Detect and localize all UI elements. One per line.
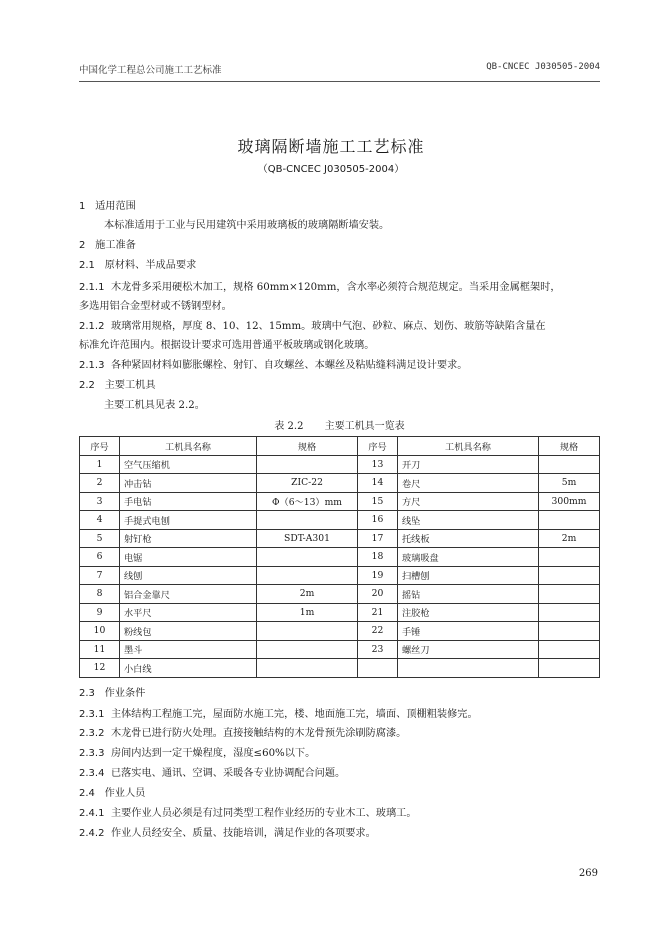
table-cell: 14 — [358, 474, 398, 493]
list-item — [79, 356, 600, 375]
table-cell: 12 — [80, 659, 120, 678]
table-cell: 15 — [358, 492, 398, 511]
item-continuation: 标准允许范围内。根据设计要求可选用普通平板玻璃或钢化玻璃。 — [79, 340, 375, 351]
section-label: 原材料、半成品要求 — [104, 260, 197, 271]
table-cell: ZIC-22 — [257, 474, 358, 493]
table-row — [80, 640, 600, 659]
table-row — [80, 455, 600, 474]
table-caption-number: 表 2.2 — [274, 421, 304, 432]
table-cell — [257, 640, 358, 659]
section-number: 2.3 — [79, 688, 95, 699]
table-cell: 手锤 — [398, 622, 539, 641]
table-cell: 20 — [358, 585, 398, 604]
table-row — [80, 659, 600, 678]
table-cell: 手电钻 — [120, 492, 257, 511]
table-cell: 1m — [257, 603, 358, 622]
item-number: 2.4.2 — [79, 828, 105, 839]
table-cell: SDT-A301 — [257, 529, 358, 548]
table-cell: 5 — [80, 529, 120, 548]
table-row — [80, 585, 600, 604]
page-number: 269 — [578, 868, 598, 879]
item-number: 2.1.3 — [79, 360, 105, 371]
table-row — [80, 474, 600, 493]
item-continuation: 多选用铝合金型材或不锈钢型材。 — [79, 301, 232, 312]
header-standard-code: QB-CNCEC J030505-2004 — [486, 62, 600, 72]
item-text: 木龙骨多采用硬松木加工，规格 60mm×120mm，含水率必须符合规范规定。当采用金属框架时， — [110, 282, 561, 293]
table-cell: 扫槽刨 — [398, 566, 539, 585]
list-item — [79, 764, 600, 783]
section-heading — [79, 197, 600, 216]
header-cell: 工机具名称 — [398, 437, 539, 456]
header-cell: 序号 — [358, 437, 398, 456]
section-number: 2.2 — [79, 380, 95, 391]
header-cell: 规格 — [257, 437, 358, 456]
table-cell: 墨斗 — [120, 640, 257, 659]
item-number: 2.1.2 — [79, 321, 105, 332]
item-text: 已落实电、通讯、空调、采暖各专业协调配合问题。 — [110, 768, 346, 779]
table-cell — [539, 455, 600, 474]
table-cell: 9 — [80, 603, 120, 622]
table-header-row — [80, 437, 600, 456]
table-cell: 1 — [80, 455, 120, 474]
table-cell: 粉线包 — [120, 622, 257, 641]
table-cell: 2m — [257, 585, 358, 604]
table-cell: 18 — [358, 548, 398, 567]
table-cell: 300mm — [539, 492, 600, 511]
table-cell: 21 — [358, 603, 398, 622]
table-cell: 小白线 — [120, 659, 257, 678]
item-text: 作业人员经安全、质量、技能培训，满足作业的各项要求。 — [110, 828, 376, 839]
table-cell: 卷尺 — [398, 474, 539, 493]
table-row — [80, 603, 600, 622]
section-heading — [79, 376, 600, 395]
section-label: 适用范围 — [95, 201, 136, 212]
item-number: 2.3.4 — [79, 768, 105, 779]
list-item — [79, 744, 600, 763]
table-cell: 注胶枪 — [398, 603, 539, 622]
table-row — [80, 511, 600, 530]
table-cell: 线坠 — [398, 511, 539, 530]
table-cell — [539, 585, 600, 604]
section-number: 1 — [79, 201, 86, 212]
table-cell: 2m — [539, 529, 600, 548]
table-cell: 玻璃吸盘 — [398, 548, 539, 567]
document-title: 玻璃隔断墙施工工艺标准 — [237, 137, 425, 156]
table-cell: 螺丝刀 — [398, 640, 539, 659]
list-item — [79, 278, 600, 297]
table-cell: 空气压缩机 — [120, 455, 257, 474]
tools-table — [79, 436, 600, 678]
table-cell — [257, 548, 358, 567]
item-number: 2.1.1 — [79, 282, 105, 293]
table-cell: 4 — [80, 511, 120, 530]
table-cell — [539, 622, 600, 641]
table-cell: 22 — [358, 622, 398, 641]
table-cell: Φ（6～13）mm — [257, 492, 358, 511]
list-item — [79, 824, 600, 843]
table-cell: 水平尺 — [120, 603, 257, 622]
table-cell — [539, 548, 600, 567]
table-cell: 线刨 — [120, 566, 257, 585]
table-row — [80, 566, 600, 585]
table-caption-title: 主要工机具一览表 — [324, 421, 405, 432]
item-number: 2.3.3 — [79, 748, 105, 759]
table-row — [80, 548, 600, 567]
table-cell: 7 — [80, 566, 120, 585]
table-cell — [257, 566, 358, 585]
section-number: 2.1 — [79, 260, 95, 271]
table-cell — [539, 659, 600, 678]
item-number: 2.3.2 — [79, 728, 105, 739]
table-cell — [539, 640, 600, 659]
table-cell: 23 — [358, 640, 398, 659]
table-cell: 托线板 — [398, 529, 539, 548]
table-caption — [79, 417, 600, 432]
section-number: 2.4 — [79, 788, 95, 799]
section-label: 主要工机具 — [104, 380, 156, 391]
table-body — [80, 455, 600, 677]
table-cell — [257, 659, 358, 678]
table-cell: 16 — [358, 511, 398, 530]
table-cell: 19 — [358, 566, 398, 585]
paragraph: 本标准适用于工业与民用建筑中采用玻璃板的玻璃隔断墙安装。 — [104, 220, 390, 231]
list-item — [79, 804, 600, 823]
table-cell — [358, 659, 398, 678]
item-text: 房间内达到一定干燥程度，湿度≤60%以下。 — [110, 748, 316, 759]
table-cell — [539, 603, 600, 622]
section-heading — [79, 256, 600, 275]
table-cell: 13 — [358, 455, 398, 474]
header-cell: 规格 — [539, 437, 600, 456]
table-cell — [398, 659, 539, 678]
item-text: 各种紧固材料如膨胀螺栓、射钉、自攻螺丝、本螺丝及粘贴缝料满足设计要求。 — [110, 360, 468, 371]
table-cell: 铝合金靠尺 — [120, 585, 257, 604]
table-cell — [257, 511, 358, 530]
table-row — [80, 622, 600, 641]
list-item — [79, 724, 600, 743]
list-item — [79, 705, 600, 724]
table-cell: 手提式电刨 — [120, 511, 257, 530]
table-cell: 射钉枪 — [120, 529, 257, 548]
item-text: 主要作业人员必须是有过同类型工程作业经历的专业木工、玻璃工。 — [110, 808, 417, 819]
table-cell: 方尺 — [398, 492, 539, 511]
table-cell: 6 — [80, 548, 120, 567]
table-cell: 10 — [80, 622, 120, 641]
item-text: 主体结构工程施工完，屋面防水施工完，楼、地面施工完，墙面、顶棚粗装修完。 — [110, 709, 478, 720]
table-cell: 电锯 — [120, 548, 257, 567]
table-row — [80, 529, 600, 548]
table-cell: 11 — [80, 640, 120, 659]
section-number: 2 — [79, 240, 86, 251]
header-cell: 序号 — [80, 437, 120, 456]
table-cell: 3 — [80, 492, 120, 511]
item-number: 2.4.1 — [79, 808, 105, 819]
table-cell: 2 — [80, 474, 120, 493]
header-rule — [79, 81, 600, 82]
table-cell: 17 — [358, 529, 398, 548]
item-text: 木龙骨已进行防火处理。直接接触结构的木龙骨预先涂刷防腐漆。 — [110, 728, 407, 739]
section-heading — [79, 784, 600, 803]
header-organization: 中国化学工程总公司施工工艺标准 — [79, 65, 222, 76]
table-cell — [257, 455, 358, 474]
list-item — [79, 317, 600, 336]
table-cell: 8 — [80, 585, 120, 604]
table-row — [80, 492, 600, 511]
table-cell: 摇钻 — [398, 585, 539, 604]
section-heading — [79, 236, 600, 255]
section-label: 施工准备 — [95, 240, 136, 251]
document-subtitle: （QB-CNCEC J030505-2004） — [257, 164, 405, 175]
table-cell: 5m — [539, 474, 600, 493]
page-header — [79, 62, 600, 78]
header-cell: 工机具名称 — [120, 437, 257, 456]
table-cell — [539, 511, 600, 530]
table-cell: 冲击钻 — [120, 474, 257, 493]
table-cell: 开刀 — [398, 455, 539, 474]
item-number: 2.3.1 — [79, 709, 105, 720]
section-heading — [79, 684, 600, 703]
paragraph: 主要工机具见表 2.2。 — [104, 400, 205, 411]
table-cell — [539, 566, 600, 585]
section-label: 作业条件 — [104, 688, 146, 699]
table-cell — [257, 622, 358, 641]
section-label: 作业人员 — [104, 788, 146, 799]
item-text: 玻璃常用规格，厚度 8、10、12、15mm。玻璃中气泡、砂粒、麻点、划伤、玻筋等缺陷含量在 — [110, 321, 546, 332]
